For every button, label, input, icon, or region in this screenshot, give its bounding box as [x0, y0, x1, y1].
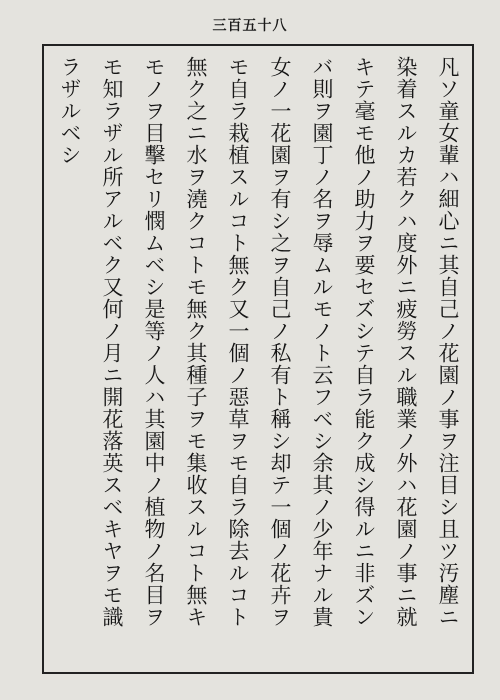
text-column: バ則ヲ園丁ノ名ヲ辱ムルモノト云フベシ余其ノ少年ナル貴	[310, 56, 334, 628]
text-column: キテ毫モ他ノ助力ヲ要セズシテ自ラ能ク成シ得ルニ非ズン	[352, 56, 376, 628]
text-column: ラザルベシ	[58, 56, 82, 166]
text-frame	[42, 44, 474, 674]
text-column: モノヲ目擊セリ憫ムベシ是等ノ人ハ其園中ノ植物ノ名目ヲ	[142, 56, 166, 628]
text-column: 女ノ一花園ヲ有シ之ヲ自己ノ私有ト稱シ却テ一個ノ花卉ヲ	[268, 56, 292, 628]
page-number: 三百五十八	[212, 18, 288, 34]
text-column: 凡ソ童女輩ハ細心ニ其自己ノ花園ノ事ヲ注目シ且ツ汚塵ニ	[436, 56, 460, 628]
text-column: モ知ラザル所アルベク又何ノ月ニ開花落英スベキヤヲモ識	[100, 56, 124, 628]
text-column: モ自ラ栽植スルコト無ク又一個ノ惡草ヲモ自ラ除去ルコト	[226, 56, 250, 628]
text-column: 染着スルカ若クハ度外ニ疲勞スル職業ノ外ハ花園ノ事ニ就	[394, 56, 418, 628]
text-column: 無ク之ニ水ヲ澆クコトモ無ク其種子ヲモ集收スルコト無キ	[184, 56, 208, 628]
